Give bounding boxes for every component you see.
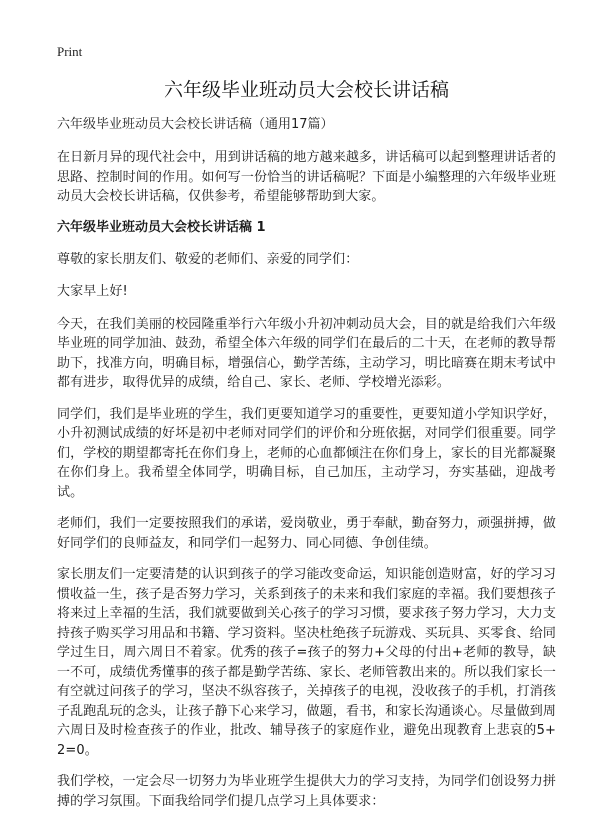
salutation-paragraph: 尊敬的家长朋友们、敬爱的老师们、亲爱的同学们： xyxy=(57,251,359,267)
page-title: 六年级毕业班动员大会校长讲话稿 xyxy=(163,79,449,101)
body-paragraph: 今天，在我们美丽的校园隆重举行六年级小升初冲刺动员大会，目的就是给我们六年级毕业班的同学加油、鼓劲，希望全体六年级的同学们在最后的二十天，在老师的教导帮助下，找准方向，明确目标，增强信心，勤学苦练，主动学习，明比暗赛在期末考试中都有进步，取得优异的成绩，给自己、家长、老师、学校增光添彩。 xyxy=(57,316,556,390)
greeting-paragraph: 大家早上好! xyxy=(57,284,128,299)
body-paragraph: 老师们，我们一定要按照我们的承诺，爱岗敬业，勇于奉献，勤奋努力，顽强拼搏，做好同学们的良师益友，和同学们一起努力、同心同德、争创佳绩。 xyxy=(57,516,556,551)
print-link[interactable]: Print xyxy=(57,44,83,59)
body-paragraph: 家长朋友们一定要清楚的认识到孩子的学习能改变命运，知识能创造财富，好的学习习惯收益一生，孩子是否努力学习，关系到孩子的未来和我们家庭的幸福。我们要想孩子将来过上幸福的生活，我们就要做到关心孩子的学习习惯，要求孩子努力学习，大力支持孩子购买学习用品和书籍、学习资料。坚决杜绝孩子玩游戏、买玩具、买零食、给同学过生日，周六周日不着家。优秀的孩子=孩子的努力+父母的付出+老师的教导，缺一不可，成绩优秀懂事的孩子都是勤学苦练、家长、老师管教出来的。所以我们家长一有空就过问孩子的学习，坚决不纵容孩子，关掉孩子的电视，没收孩子的手机，打消孩子乱跑乱玩的念头，让孩子静下心来学习，做题，看书，和家长沟通谈心。尽量做到周六周日及时检查孩子的作业，批改、辅导孩子的家庭作业，避免出现教育上悲哀的5+2=0。 xyxy=(57,567,556,758)
body-paragraph: 我们学校，一定会尽一切努力为毕业班学生提供大力的学习支持，为同学们创设努力拼搏的学习氛围。下面我给同学们提几点学习上具体要求： xyxy=(57,774,556,809)
document-subtitle: 六年级毕业班动员大会校长讲话稿（通用17篇） xyxy=(57,117,334,132)
body-paragraph: 同学们，我们是毕业班的学生，我们更要知道学习的重要性，更要知道小学知识学好，小升初测试成绩的好坏是初中老师对同学们的评价和分班依据，对同学们很重要。同学们，学校的期望都寄托在你们身上，老师的心血都倾注在你们身上，家长的目光都凝聚在你们身上。我希望全体同学，明确目标，自己加压，主动学习，夯实基础，迎战考试。 xyxy=(57,406,556,500)
section-heading: 六年级毕业班动员大会校长讲话稿 1 xyxy=(57,219,266,235)
intro-paragraph: 在日新月异的现代社会中，用到讲话稿的地方越来越多，讲话稿可以起到整理讲话者的思路、控制时间的作用。如何写一份恰当的讲话稿呢？下面是小编整理的六年级毕业班动员大会校长讲话稿，仅供参考，希望能够帮助到大家。 xyxy=(57,150,556,204)
